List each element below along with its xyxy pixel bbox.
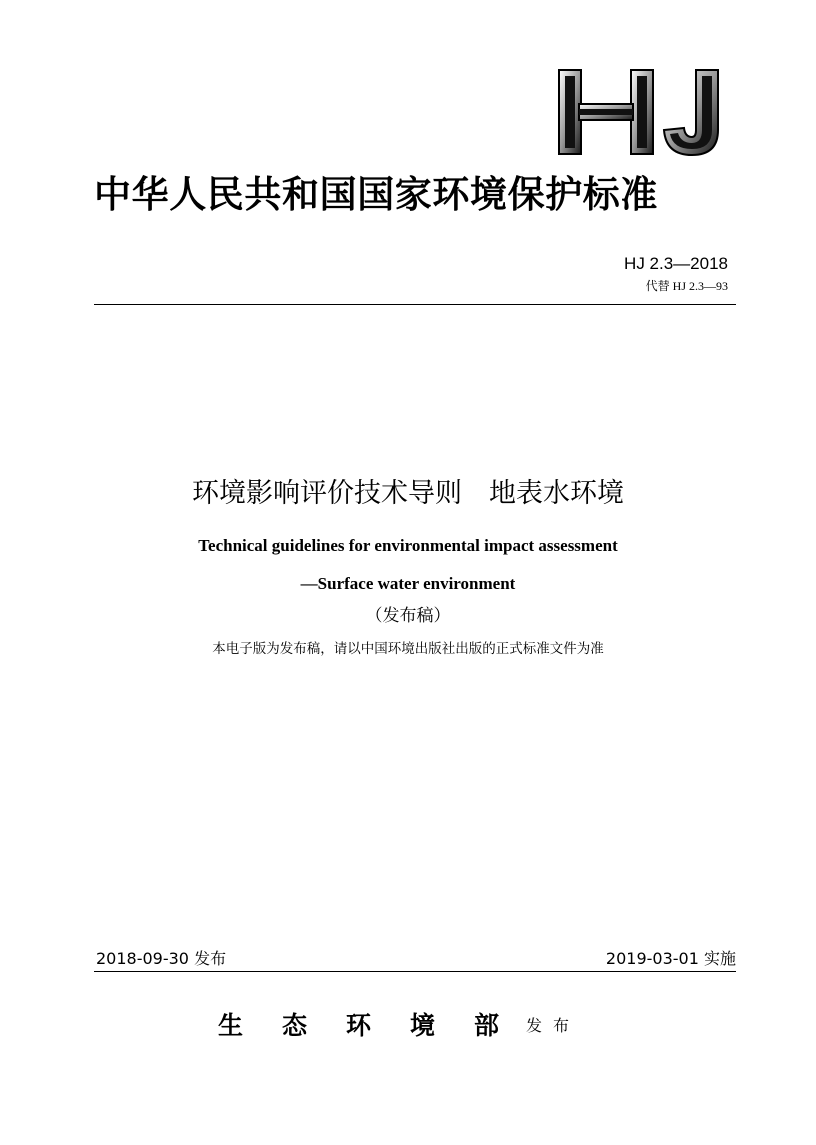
hj-logo — [556, 66, 728, 158]
replaces-standard: 代替 HJ 2.3—93 — [645, 279, 728, 293]
standard-category-title: 中华人民共和国国家环境保护标准 — [94, 172, 658, 216]
edition-notice: 本电子版为发布稿，请以中国环境出版社出版的正式标准文件为准 — [212, 641, 604, 657]
effective-date: 2019-03-01 实施 — [605, 949, 736, 968]
issuer-row — [218, 1006, 580, 1042]
logo-letter-j — [664, 70, 718, 155]
issuing-authority: 生态环境部 — [218, 1011, 539, 1040]
issue-date: 2018-09-30 发布 — [96, 949, 227, 968]
document-title-zh: 环境影响评价技术导则 地表水环境 — [192, 478, 624, 509]
document-title-en-line2: —Surface water environment — [300, 574, 516, 593]
draft-label: （发布稿） — [365, 606, 451, 626]
standard-number: HJ 2.3—2018 — [624, 254, 728, 273]
header-divider — [94, 304, 736, 305]
issuer-suffix: 发布 — [526, 1016, 581, 1035]
document-title-en-line1: Technical guidelines for environmental impact assessment — [198, 536, 618, 555]
footer-divider — [94, 971, 736, 972]
logo-letter-h — [559, 70, 653, 154]
